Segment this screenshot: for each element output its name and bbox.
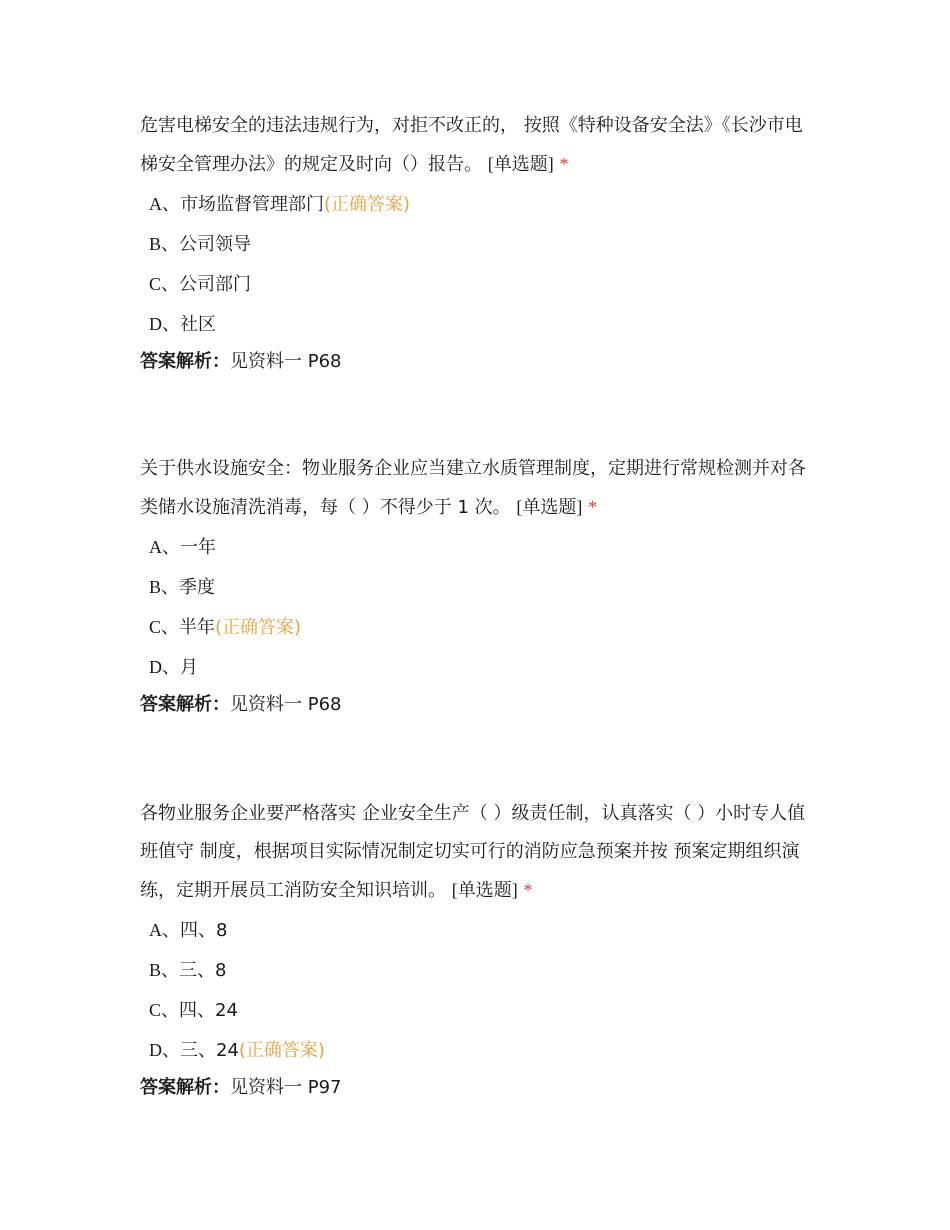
option-a <box>140 918 820 958</box>
analysis-text: 见资料一 P97 <box>230 1077 342 1098</box>
question-text: 危害电梯安全的违法违规行为，对拒不改正的， 按照《特种设备安全法》《长沙市电梯安全管理办法》的规定及时向（）报告。 <box>140 115 803 175</box>
option-text: 公司领导 <box>179 234 252 255</box>
question-1 <box>140 107 820 374</box>
option-letter: B、 <box>149 577 180 597</box>
option-text: 月 <box>180 657 198 678</box>
option-b <box>140 958 820 998</box>
options-list <box>140 918 820 1078</box>
option-letter: A、 <box>149 537 180 557</box>
question-type-label: [单选题] <box>516 497 583 517</box>
analysis-text: 见资料一 P68 <box>230 351 342 372</box>
option-text: 市场监督管理部门 <box>180 194 324 215</box>
answer-analysis <box>140 693 820 717</box>
option-text: 社区 <box>180 314 216 335</box>
option-letter: D、 <box>149 657 180 677</box>
option-letter: D、 <box>149 1040 180 1060</box>
option-letter: A、 <box>149 920 180 940</box>
option-text: 一年 <box>180 537 216 558</box>
question-text: 关于供水设施安全：物业服务企业应当建立水质管理制度，定期进行常规检测并对各类储水设施清洗消毒，每（ ）不得少于 1 次。 <box>140 458 806 518</box>
answer-analysis <box>140 350 820 374</box>
option-letter: C、 <box>149 274 180 294</box>
analysis-text: 见资料一 P68 <box>230 694 342 715</box>
option-letter: C、 <box>149 1000 180 1020</box>
question-text: 各物业服务企业要严格落实 企业安全生产（ ）级责任制，认真落实（ ）小时专人值班值守 制度，根据项目实际情况制定切实可行的消防应急预案并按 预案定期组织演练，定期开展员工消防安全知识培训。 <box>140 803 806 901</box>
option-b <box>140 232 820 272</box>
option-c <box>140 998 820 1038</box>
option-letter: B、 <box>149 960 180 980</box>
option-text: 四、24 <box>179 1000 238 1021</box>
analysis-label: 答案解析： <box>140 1077 230 1098</box>
question-stem <box>140 107 820 184</box>
option-letter: A、 <box>149 194 180 214</box>
question-stem <box>140 795 820 910</box>
correct-answer-label: (正确答案) <box>238 1040 325 1061</box>
option-d <box>140 312 820 352</box>
question-2 <box>140 450 820 717</box>
option-text: 三、8 <box>179 960 227 981</box>
question-type-label: [单选题] <box>487 154 554 174</box>
question-3 <box>140 795 820 1100</box>
analysis-label: 答案解析： <box>140 694 230 715</box>
option-a <box>140 192 820 232</box>
option-text: 四、8 <box>180 920 228 941</box>
option-letter: D、 <box>149 314 180 334</box>
options-list <box>140 535 820 695</box>
option-c <box>140 272 820 312</box>
answer-analysis <box>140 1076 820 1100</box>
required-mark: * <box>588 497 598 517</box>
option-d <box>140 655 820 695</box>
correct-answer-label: (正确答案) <box>215 617 302 638</box>
correct-answer-label: (正确答案) <box>324 194 411 215</box>
analysis-label: 答案解析： <box>140 351 230 372</box>
option-text: 三、24 <box>180 1040 239 1061</box>
option-c <box>140 615 820 655</box>
option-letter: C、 <box>149 617 180 637</box>
option-d <box>140 1038 820 1078</box>
option-letter: B、 <box>149 234 180 254</box>
required-mark: * <box>559 154 569 174</box>
option-b <box>140 575 820 615</box>
question-stem <box>140 450 820 527</box>
required-mark: * <box>523 880 533 900</box>
options-list <box>140 192 820 352</box>
option-text: 季度 <box>179 577 216 598</box>
option-text: 半年 <box>179 617 216 638</box>
option-text: 公司部门 <box>179 274 252 295</box>
option-a <box>140 535 820 575</box>
question-type-label: [单选题] <box>451 880 518 900</box>
